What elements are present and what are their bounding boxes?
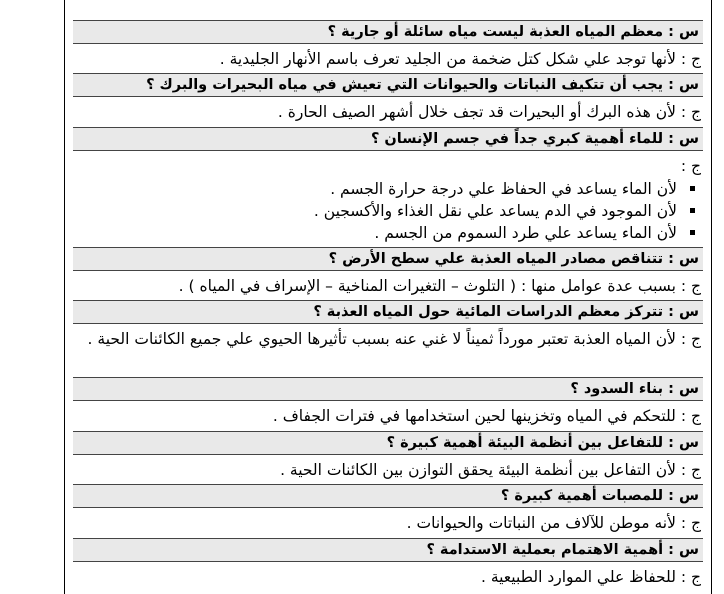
question-4: س : تتناقص مصادر المياه العذبة علي سطح الأرض ؟ xyxy=(73,247,703,271)
question-7: س : للتفاعل بين أنظمة البيئة أهمية كبيرة ؟ xyxy=(73,431,703,455)
answer-4: ج : بسبب عدة عوامل منها : ( التلوث – التغيرات المناخية – الإسراف في المياه ) . xyxy=(178,277,701,295)
answer-1: ج : لأنها توجد علي شكل كتل ضخمة من الجليد تعرف باسم الأنهار الجليدية . xyxy=(219,50,701,68)
question-5: س : تتركز معظم الدراسات المائية حول المياه العذبة ؟ xyxy=(73,300,703,324)
question-1: س : معظم المياه العذبة ليست مياه سائلة أو جارية ؟ xyxy=(73,20,703,44)
worksheet-page xyxy=(64,0,712,594)
answer-7: ج : لأن التفاعل بين أنظمة البيئة يحقق التوازن بين الكائنات الحية . xyxy=(280,461,701,479)
answer-2: ج : لأن هذه البرك أو البحيرات قد تجف خلال أشهر الصيف الحارة . xyxy=(277,103,701,121)
question-2: س : يجب أن تتكيف النباتات والحيوانات التي تعيش في مياه البحيرات والبرك ؟ xyxy=(73,73,703,97)
answer-3: ج : xyxy=(680,157,701,175)
answer-8: ج : لأنه موطن للآلاف من النباتات والحيوانات . xyxy=(406,514,701,532)
answer-9: ج : للحفاظ علي الموارد الطبيعية . xyxy=(480,568,701,586)
question-8: س : للمصبات أهمية كبيرة ؟ xyxy=(73,484,703,508)
answer-3-bullet-1: لأن الماء يساعد في الحفاظ علي درجة حرارة الجسم . xyxy=(73,178,703,200)
answer-5: ج : لأن المياه العذبة تعتبر مورداً ثميناً لا غني عنه بسبب تأثيرها الحيوي علي جميع الكائنات الحية . xyxy=(87,330,701,348)
question-3: س : للماء أهمية كبري جداً في جسم الإنسان ؟ xyxy=(73,127,703,151)
question-9: س : أهمية الاهتمام بعملية الاستدامة ؟ xyxy=(73,538,703,562)
answer-3-bullet-3: لأن الماء يساعد علي طرد السموم من الجسم . xyxy=(73,222,703,244)
answer-6: ج : للتحكم في المياه وتخزينها لحين استخدامها في فترات الجفاف . xyxy=(272,407,701,425)
answer-3-bullet-2: لأن الموجود في الدم يساعد علي نقل الغذاء والأكسجين . xyxy=(73,200,703,222)
question-6: س : بناء السدود ؟ xyxy=(73,377,703,401)
